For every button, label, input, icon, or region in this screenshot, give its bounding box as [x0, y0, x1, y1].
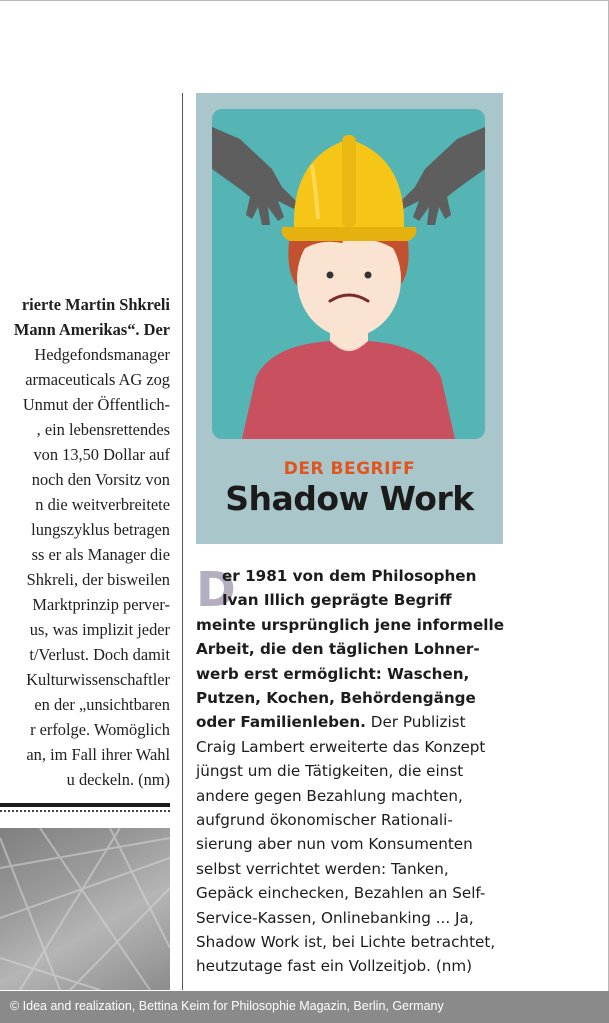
drop-cap: D: [196, 562, 236, 618]
card-title: Shadow Work: [225, 479, 474, 518]
article-line-bold: oder Familienleben.: [196, 713, 366, 732]
article-line-regular: Der Publizist: [365, 713, 466, 732]
left-column-line: u deckeln. (nm): [66, 770, 170, 789]
article-line-regular: aufgrund ökonomischer Rationali-: [196, 811, 453, 829]
gray-photo: [0, 828, 170, 990]
left-column-line: noch den Vorsitz von: [31, 470, 170, 489]
article-line: [196, 710, 466, 734]
article-line: [222, 588, 452, 612]
left-column-line: n die weitverbreitete: [35, 495, 170, 514]
article-line: [196, 735, 485, 759]
left-column-line: Marktprinzip perver-: [32, 595, 170, 614]
article-line: [196, 832, 473, 856]
article-line: [196, 637, 480, 661]
left-column-line: Unmut der Öffentlich-: [22, 395, 170, 414]
article-line: [196, 857, 449, 881]
left-eye: [327, 272, 334, 279]
left-column-line: en der „unsichtbaren: [34, 695, 170, 714]
article-line: [196, 930, 495, 954]
section-rule-thick: [0, 803, 170, 807]
article-line-regular: Service-Kassen, Onlinebanking ... Ja,: [196, 908, 474, 927]
left-column-line: Shkreli, der bisweilen: [26, 570, 170, 589]
left-column-line: Mann Amerikas“. Der: [13, 320, 170, 339]
article-line: [196, 881, 485, 905]
credit-text: © Idea and realization, Bettina Keim for Philosophie Magazin, Berlin, Germany: [10, 999, 444, 1013]
article-line-bold: werb erst ermöglicht: Waschen,: [196, 664, 470, 683]
article-line: [196, 686, 476, 710]
section-rule-dotted: [0, 810, 170, 812]
article-line-regular: selbst verrichtet werden: Tanken,: [196, 859, 449, 878]
article-line: [196, 662, 469, 686]
left-hand-icon: [212, 127, 296, 225]
left-column-line: r erfolge. Womöglich: [30, 720, 170, 739]
article-line-bold: er 1981 von dem Philosophen: [222, 567, 477, 585]
left-column-line: lungszyklus betragen: [31, 520, 170, 539]
left-column-line: von 13,50 Dollar auf: [33, 445, 170, 464]
hard-hat-icon: [282, 135, 417, 241]
article-line-regular: jüngst um die Tätigkeiten, die einst: [196, 762, 464, 781]
right-eye: [365, 272, 372, 279]
credit-bar: [0, 991, 609, 1023]
article-line-regular: Craig Lambert erweiterte das Konzept: [196, 737, 486, 756]
left-column-line: ss er als Manager die: [31, 545, 170, 564]
article-line: [196, 808, 453, 832]
article-line: [222, 564, 476, 588]
worker-illustration: [212, 109, 485, 439]
article-line-regular: sierung aber nun vom Konsumenten: [196, 835, 473, 854]
left-column-line: Kulturwissenschaftler: [26, 670, 170, 689]
article-line-bold: Ivan Illich geprägte Begriff: [222, 591, 452, 610]
column-divider: [182, 93, 183, 990]
card-kicker: DER BEGRIFF: [283, 459, 416, 479]
photo-texture: [0, 828, 170, 990]
article-line: [196, 759, 463, 783]
left-column-line: armaceuticals AG zog: [25, 370, 170, 389]
article-line-bold: Putzen, Kochen, Behördengänge: [196, 689, 476, 707]
article-line-bold: meinte ursprünglich jene informelle: [196, 615, 504, 634]
left-column-line: , ein lebensrettendes: [36, 420, 170, 439]
left-column-line: Hedgefondsmanager: [34, 345, 170, 364]
article-line-regular: Gepäck einchecken, Bezahlen an Self-: [196, 884, 486, 903]
shirt: [242, 341, 455, 439]
article-line-regular: andere gegen Bezahlung machten,: [196, 786, 463, 805]
concept-card: [196, 93, 503, 544]
article-line: [196, 954, 472, 978]
left-column-line: t/Verlust. Doch damit: [29, 645, 170, 664]
article-line-regular: Shadow Work ist, bei Lichte betrachtet,: [196, 933, 496, 951]
article-line-regular: heutzutage fast ein Vollzeitjob. (nm): [196, 957, 473, 976]
left-article-column: [0, 290, 176, 790]
article-line: [196, 784, 463, 808]
article-line-bold: Arbeit, die den täglichen Lohner-: [196, 640, 480, 659]
left-column-line: an, im Fall ihrer Wahl: [26, 745, 170, 764]
left-column-line: us, was implizit jeder: [29, 620, 170, 639]
left-column-line: rierte Martin Shkreli: [21, 295, 170, 314]
article-line: [196, 906, 474, 930]
article-line: [196, 613, 504, 637]
right-hand-icon: [401, 127, 485, 225]
